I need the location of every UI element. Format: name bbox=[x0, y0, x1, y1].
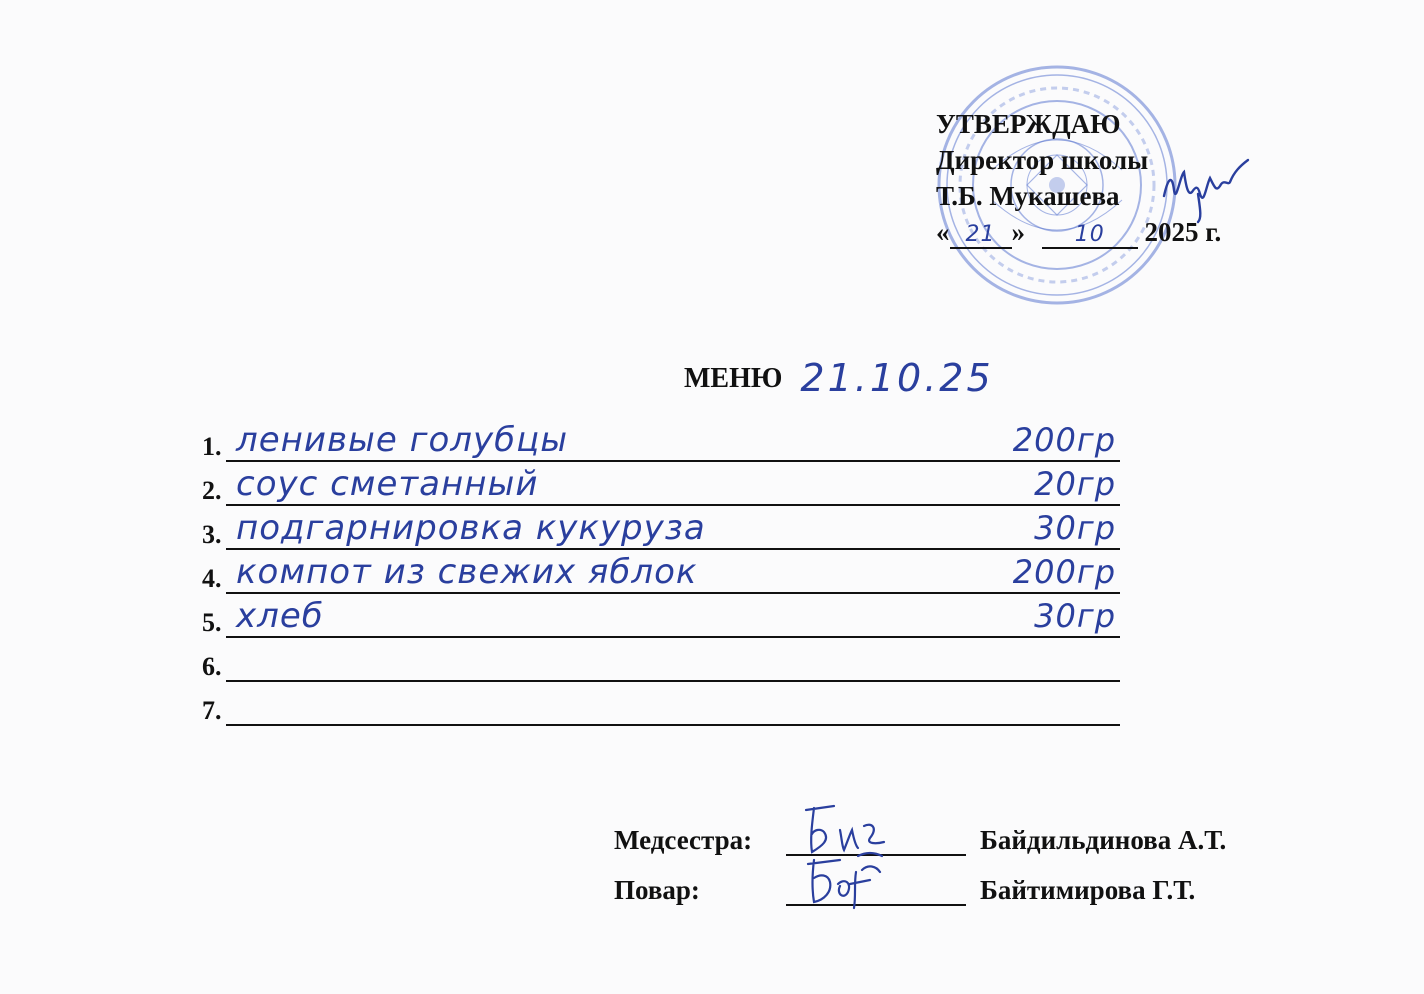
menu-qty: 200гр bbox=[1012, 553, 1116, 591]
approval-block bbox=[936, 106, 1221, 250]
date-open-quote: « bbox=[936, 217, 950, 247]
menu-dish: соус сметанный bbox=[236, 464, 539, 504]
approval-date-day: 21 bbox=[950, 217, 1012, 249]
menu-date: 21.10.25 bbox=[800, 356, 994, 400]
menu-list bbox=[202, 418, 1120, 726]
signature-role: Повар: bbox=[614, 875, 700, 905]
menu-dish: подгарнировка кукуруза bbox=[236, 508, 706, 548]
director-signature-icon bbox=[1158, 156, 1254, 226]
menu-row-number: 5. bbox=[202, 608, 222, 637]
cook-signature-icon bbox=[800, 850, 890, 912]
approval-director-name: Т.Б. Мукашева bbox=[936, 181, 1120, 211]
menu-row-6 bbox=[202, 638, 1120, 682]
menu-row-4 bbox=[202, 550, 1120, 594]
menu-qty: 30гр bbox=[1034, 597, 1116, 635]
signature-name: Байдильдинова А.Т. bbox=[980, 825, 1227, 855]
date-close-quote: » bbox=[1011, 217, 1025, 247]
menu-qty: 200гр bbox=[1012, 421, 1116, 459]
menu-title-text: МЕНЮ bbox=[684, 363, 783, 394]
menu-qty: 20гр bbox=[1034, 465, 1116, 503]
menu-row-number: 7. bbox=[202, 696, 222, 725]
approval-director-line bbox=[936, 178, 1221, 214]
signature-name: Байтимирова Г.Т. bbox=[980, 875, 1196, 905]
menu-row-5 bbox=[202, 594, 1120, 638]
signature-role: Медсестра: bbox=[614, 825, 753, 855]
menu-row-number: 4. bbox=[202, 564, 222, 593]
signature-row-cook bbox=[614, 856, 1226, 906]
signature-block bbox=[614, 806, 1226, 906]
menu-title bbox=[684, 352, 994, 400]
approval-heading: УТВЕРЖДАЮ bbox=[936, 109, 1121, 139]
menu-row-2 bbox=[202, 462, 1120, 506]
menu-row-number: 6. bbox=[202, 652, 222, 681]
signature-line bbox=[786, 866, 966, 906]
menu-row-line bbox=[226, 596, 1120, 638]
approval-position: Директор школы bbox=[936, 145, 1149, 175]
menu-dish: ленивые голубцы bbox=[236, 420, 569, 460]
menu-row-line bbox=[226, 508, 1120, 550]
menu-row-number: 2. bbox=[202, 476, 222, 505]
menu-row-1 bbox=[202, 418, 1120, 462]
menu-row-line bbox=[226, 464, 1120, 506]
menu-dish: компот из свежих яблок bbox=[236, 552, 698, 592]
approval-date-year: 2025 г. bbox=[1144, 217, 1222, 247]
menu-qty: 30гр bbox=[1034, 509, 1116, 547]
menu-row-line bbox=[226, 640, 1120, 682]
menu-row-3 bbox=[202, 506, 1120, 550]
signature-row-nurse bbox=[614, 806, 1226, 856]
menu-row-7 bbox=[202, 682, 1120, 726]
menu-dish: хлеб bbox=[236, 596, 324, 636]
menu-row-line bbox=[226, 420, 1120, 462]
menu-row-line bbox=[226, 552, 1120, 594]
menu-row-line bbox=[226, 684, 1120, 726]
approval-date-month: 10 bbox=[1042, 217, 1138, 249]
menu-row-number: 1. bbox=[202, 432, 222, 461]
menu-row-number: 3. bbox=[202, 520, 222, 549]
